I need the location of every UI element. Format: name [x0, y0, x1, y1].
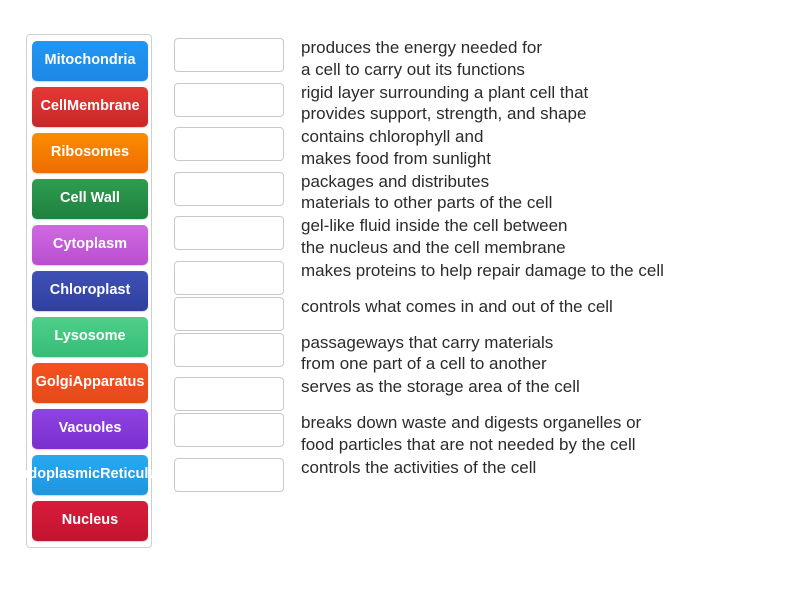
match-row [174, 81, 786, 126]
definition-text [284, 411, 786, 456]
drop-target[interactable] [174, 261, 284, 295]
tile-label-line: Ribosomes [50, 144, 130, 161]
definition-line: materials to other parts of the cell [301, 193, 553, 213]
definition-line: contains chlorophyll and [301, 127, 484, 146]
drop-target[interactable] [174, 83, 284, 117]
definition-line: controls the activities of the cell [301, 457, 537, 477]
match-row [174, 331, 786, 376]
definition-text [284, 214, 786, 259]
drop-target[interactable] [174, 377, 284, 411]
tile-label-line: Lysosome [54, 328, 126, 345]
drop-target[interactable] [174, 38, 284, 72]
drop-target[interactable] [174, 216, 284, 250]
drop-target[interactable] [174, 127, 284, 161]
tile-label-line: Reticulum [100, 466, 171, 483]
definition-text [284, 170, 786, 215]
tile-cytoplasm[interactable] [32, 225, 148, 265]
definition-line: gel-like fluid inside the cell between [301, 216, 568, 235]
match-row [174, 170, 786, 215]
drop-target[interactable] [174, 458, 284, 492]
definition-text [284, 125, 786, 170]
definition-text [284, 81, 786, 126]
definition-text [284, 331, 786, 376]
definition-text [284, 375, 786, 398]
match-row [174, 456, 786, 492]
match-row [174, 411, 786, 456]
tile-label-line: Endoplasmic [9, 466, 101, 483]
drop-target[interactable] [174, 413, 284, 447]
match-row [174, 259, 786, 295]
definition-line: rigid layer surrounding a plant cell that [301, 82, 589, 102]
tile-label-line: Membrane [67, 98, 140, 115]
match-row [174, 214, 786, 259]
definition-text [284, 295, 786, 318]
match-row [174, 36, 786, 81]
definition-line: a cell to carry out its functions [301, 59, 525, 79]
tile-endoplasmic-reticulum[interactable] [9, 455, 171, 495]
tile-label-line: Apparatus [72, 374, 145, 391]
draggable-tiles-panel [9, 34, 171, 548]
tile-vacuoles[interactable] [32, 409, 148, 449]
tile-label-line: Golgi [35, 374, 73, 391]
tile-chloroplast[interactable] [32, 271, 148, 311]
drop-target[interactable] [174, 333, 284, 367]
tile-cell-wall[interactable] [32, 179, 148, 219]
definition-line: produces the energy needed for [301, 38, 543, 57]
tile-cell-membrane[interactable] [32, 87, 148, 127]
tile-lysosome[interactable] [32, 317, 148, 357]
definition-line: makes food from sunlight [301, 148, 491, 168]
tile-label-line: Cytoplasm [52, 236, 128, 253]
tile-label-line: Cell Wall [60, 190, 120, 207]
tile-label-line: Mitochondria [44, 52, 136, 69]
definition-line: provides support, strength, and shape [301, 104, 587, 124]
tile-label-line: Chloroplast [49, 282, 131, 299]
tile-nucleus[interactable] [32, 501, 148, 541]
definition-line: serves as the storage area of the cell [301, 377, 580, 396]
tile-label-line: Vacuoles [58, 420, 122, 437]
drop-target[interactable] [174, 297, 284, 331]
definition-line: packages and distributes [301, 171, 490, 191]
drop-target[interactable] [174, 172, 284, 206]
definition-rows [174, 36, 786, 492]
definition-line: the nucleus and the cell membrane [301, 237, 566, 257]
definition-text [284, 36, 786, 81]
definition-text [284, 456, 786, 479]
tile-ribosomes[interactable] [32, 133, 148, 173]
definition-line: breaks down waste and digests organelles or [301, 413, 642, 432]
definition-line: makes proteins to help repair damage to the cell [301, 260, 664, 280]
tile-label-line: Cell [40, 98, 68, 115]
tile-mitochondria[interactable] [32, 41, 148, 81]
tile-label-line: Nucleus [61, 512, 119, 529]
definition-line: passageways that carry materials [301, 332, 554, 352]
match-row [174, 295, 786, 331]
match-row [174, 375, 786, 411]
definition-text [284, 259, 786, 282]
match-row [174, 125, 786, 170]
definition-line: controls what comes in and out of the cell [301, 296, 613, 316]
definition-line: from one part of a cell to another [301, 354, 547, 374]
definition-line: food particles that are not needed by the cell [301, 434, 636, 454]
tile-golgi-apparatus[interactable] [32, 363, 148, 403]
